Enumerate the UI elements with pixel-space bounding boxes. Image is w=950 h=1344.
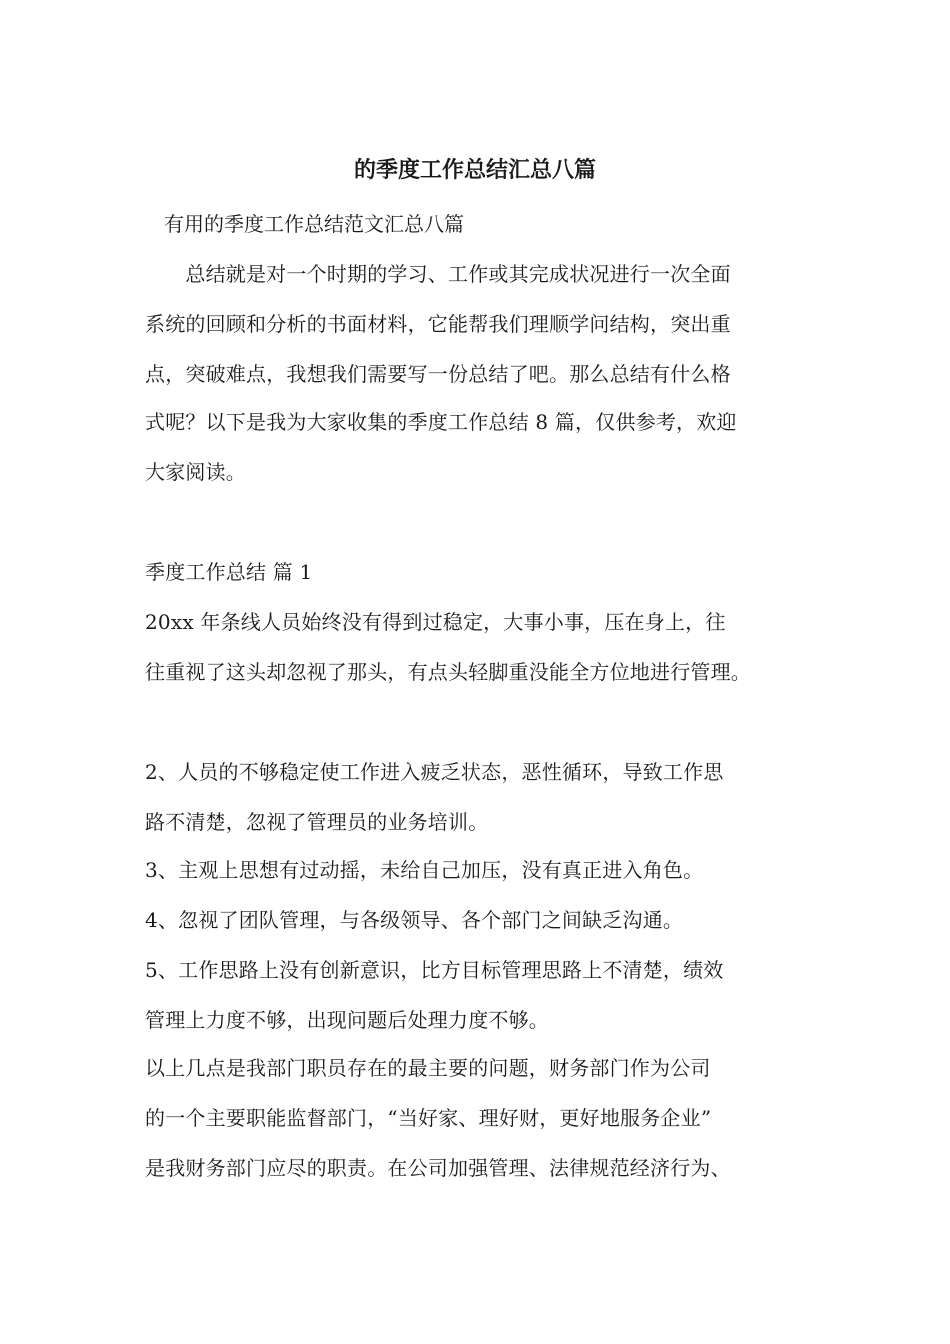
body-line-1: 20xx 年条线人员始终没有得到过稳定，大事小事，压在身上，往 (145, 610, 726, 634)
document-subtitle: 有用的季度工作总结范文汇总八篇 (164, 212, 464, 236)
list-item-2-line-2: 路不清楚，忽视了管理员的业务培训。 (145, 810, 489, 834)
intro-line-1: 总结就是对一个时期的学习、工作或其完成状况进行一次全面 (145, 262, 731, 286)
list-item-3: 3、主观上思想有过动摇，未给自己加压，没有真正进入角色。 (145, 858, 704, 882)
list-item-4: 4、忽视了团队管理，与各级领导、各个部门之间缺乏沟通。 (145, 908, 684, 932)
document-title: 的季度工作总结汇总八篇 (353, 157, 596, 183)
list-item-5-line-2: 管理上力度不够，出现问题后处理力度不够。 (145, 1008, 549, 1032)
list-item-2-line-1: 2、人员的不够稳定使工作进入疲乏状态，恶性循环，导致工作思 (145, 760, 724, 784)
section-heading: 季度工作总结 篇 1 (145, 560, 313, 584)
list-item-5-line-1: 5、工作思路上没有创新意识，比方目标管理思路上不清楚，绩效 (145, 958, 724, 982)
intro-line-5: 大家阅读。 (145, 460, 246, 484)
intro-line-4: 式呢？以下是我为大家收集的季度工作总结 8 篇，仅供参考，欢迎 (145, 410, 737, 434)
closing-line-2: 的一个主要职能监督部门，“当好家、理好财，更好地服务企业” (145, 1106, 712, 1130)
closing-line-1: 以上几点是我部门职员存在的最主要的问题，财务部门作为公司 (145, 1056, 711, 1080)
body-line-2: 往重视了这头却忽视了那头，有点头轻脚重没能全方位地进行管理。 (145, 660, 751, 684)
intro-line-2: 系统的回顾和分析的书面材料，它能帮我们理顺学问结构，突出重 (145, 312, 731, 336)
closing-line-3: 是我财务部门应尽的职责。在公司加强管理、法律规范经济行为、 (145, 1156, 731, 1180)
intro-line-3: 点，突破难点，我想我们需要写一份总结了吧。那么总结有什么格 (145, 362, 731, 386)
